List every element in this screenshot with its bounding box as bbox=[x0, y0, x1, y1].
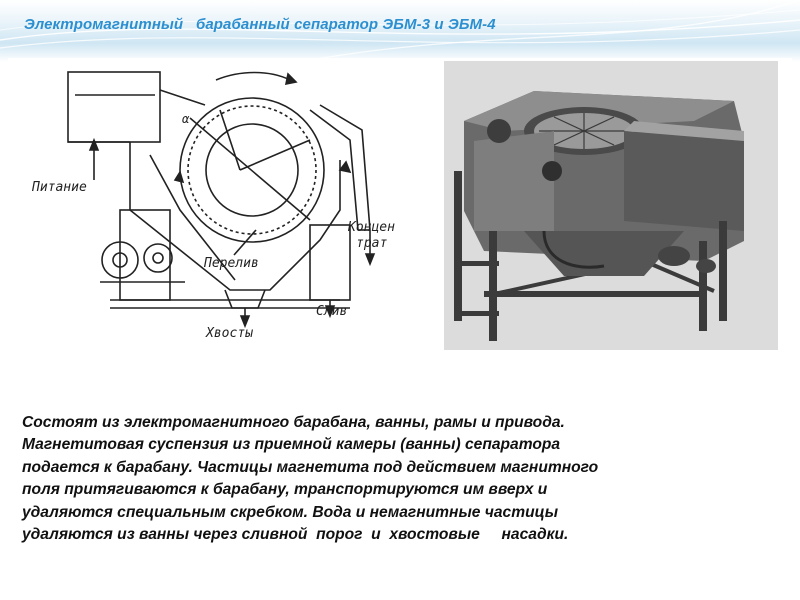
label-drain: Слив bbox=[316, 304, 348, 319]
label-feed: Питание bbox=[32, 180, 87, 195]
description-line: поля притягиваются к барабану, транспортируются им вверх и bbox=[22, 481, 548, 499]
label-tails: Хвосты bbox=[206, 326, 253, 341]
label-concentrate-1: Концен bbox=[348, 220, 395, 235]
description-text bbox=[22, 412, 782, 546]
separator-diagram bbox=[20, 60, 420, 350]
description-line: Магнетитовая суспензия из приемной камеры (ванны) сепаратора bbox=[22, 436, 561, 454]
label-alpha: α bbox=[182, 112, 190, 126]
motor-wheel-2 bbox=[144, 244, 172, 272]
label-overflow: Перелив bbox=[204, 256, 259, 271]
feed-box bbox=[68, 72, 160, 142]
description-line: Состоят из электромагнитного барабана, ванны, рамы и привода. bbox=[22, 414, 565, 431]
description-line: удаляются специальным скребком. Вода и немагнитные частицы bbox=[22, 503, 559, 521]
label-concentrate-2: трат bbox=[356, 236, 388, 251]
slide-title: Электромагнитный барабанный сепаратор ЭБМ-3 и ЭБМ-4 bbox=[24, 16, 496, 33]
photo-drawing bbox=[444, 61, 778, 350]
description-line: подается к барабану. Частицы магнетита под действием магнитного bbox=[22, 458, 599, 476]
description-line: удаляются из ванны через сливной порог и хвостовые насадки. bbox=[22, 526, 569, 544]
diagram-drawing bbox=[20, 60, 420, 350]
separator-photo bbox=[444, 61, 778, 350]
